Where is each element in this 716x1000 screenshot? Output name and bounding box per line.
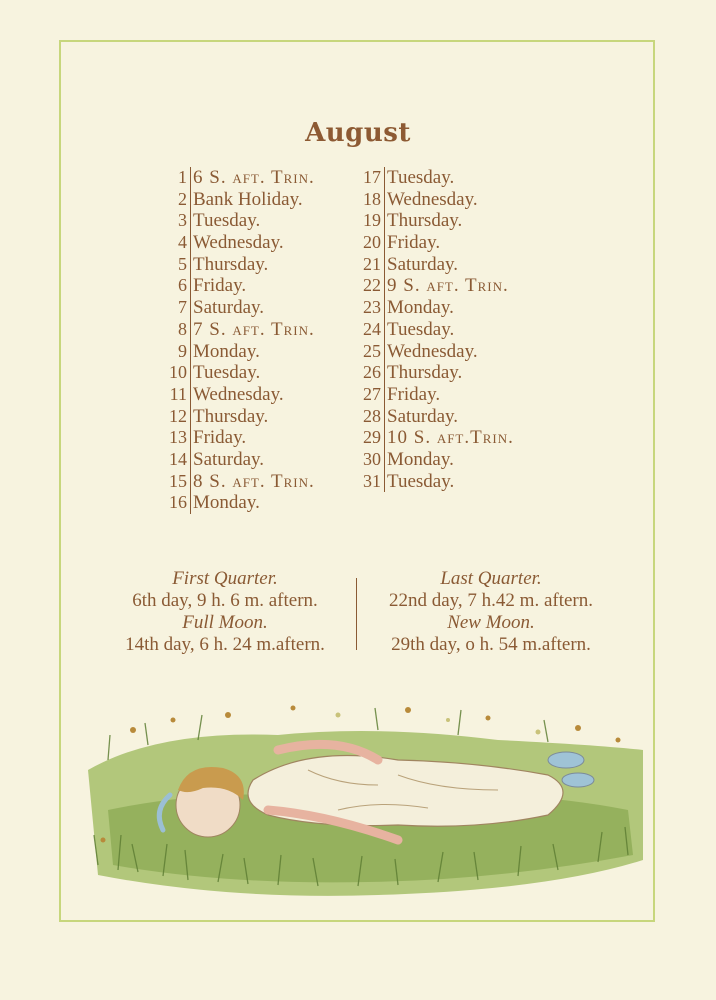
day-row	[357, 449, 514, 471]
day-label: Monday.	[193, 340, 260, 362]
day-row	[163, 297, 315, 319]
day-label: Wednesday.	[387, 340, 478, 362]
day-row	[357, 319, 514, 341]
day-row	[357, 210, 514, 232]
full-moon-label: Full Moon.	[182, 612, 268, 633]
day-label: Wednesday.	[387, 188, 478, 210]
day-label: Friday.	[387, 383, 441, 405]
day-number: 16	[169, 492, 187, 513]
column-rule	[190, 449, 191, 471]
column-rule	[190, 406, 191, 428]
column-rule	[190, 492, 191, 514]
day-row	[357, 341, 514, 363]
day-number: 18	[363, 188, 381, 209]
day-row	[163, 427, 315, 449]
column-rule	[384, 384, 385, 406]
day-number: 6	[178, 275, 187, 296]
column-rule	[384, 319, 385, 341]
column-rule	[190, 471, 191, 493]
day-number: 14	[169, 448, 187, 469]
column-rule	[190, 189, 191, 211]
day-label: Saturday.	[387, 253, 459, 275]
day-number: 11	[169, 383, 187, 404]
day-label: Friday.	[387, 232, 441, 254]
day-label: 7 S. aft. Trin.	[193, 318, 315, 340]
day-number: 1	[178, 167, 187, 187]
day-number: 3	[178, 210, 187, 231]
day-row	[163, 210, 315, 232]
day-number: 25	[363, 340, 381, 361]
column-rule	[384, 189, 385, 211]
day-number: 12	[169, 405, 187, 426]
day-row	[357, 275, 514, 297]
new-moon-label: New Moon.	[447, 612, 535, 633]
column-rule	[384, 449, 385, 471]
column-rule	[384, 406, 385, 428]
day-label: 8 S. aft. Trin.	[193, 470, 315, 492]
column-rule	[384, 362, 385, 384]
day-number: 20	[363, 232, 381, 253]
day-number: 13	[169, 427, 187, 448]
day-label: Tuesday.	[387, 470, 455, 492]
day-label: Tuesday.	[387, 167, 455, 188]
day-number: 28	[363, 405, 381, 426]
day-row	[357, 471, 514, 493]
day-label: 6 S. aft. Trin.	[193, 167, 315, 188]
day-label: Saturday.	[387, 405, 459, 427]
column-rule	[384, 167, 385, 189]
day-label: Monday.	[193, 492, 260, 514]
day-label: Bank Holiday.	[193, 188, 303, 210]
column-rule	[190, 210, 191, 232]
day-label: Friday.	[193, 275, 247, 297]
day-label: Thursday.	[193, 405, 269, 427]
column-rule	[384, 427, 385, 449]
day-number: 22	[363, 275, 381, 296]
day-label: Wednesday.	[193, 383, 284, 405]
day-number: 30	[363, 448, 381, 469]
day-number: 5	[178, 253, 187, 274]
day-row	[163, 167, 315, 189]
day-number: 10	[169, 362, 187, 383]
last-quarter-time: 22nd day, 7 h.42 m. aftern.	[388, 590, 594, 611]
day-label: Saturday.	[193, 297, 265, 319]
column-rule	[190, 341, 191, 363]
day-label: Thursday.	[387, 362, 463, 384]
day-label: Monday.	[387, 448, 454, 470]
day-label: 10 S. aft.Trin.	[387, 427, 514, 449]
day-label: Thursday.	[387, 210, 463, 232]
column-rule	[190, 319, 191, 341]
column-rule	[190, 254, 191, 276]
day-number: 7	[178, 297, 187, 318]
day-row	[163, 492, 315, 514]
moon-phases-right	[362, 568, 620, 656]
day-row	[163, 275, 315, 297]
day-row	[357, 297, 514, 319]
column-rule	[384, 232, 385, 254]
day-number: 29	[363, 427, 381, 448]
day-row	[163, 384, 315, 406]
day-number: 17	[363, 167, 381, 187]
first-quarter-label: First Quarter.	[172, 568, 278, 589]
day-row	[357, 232, 514, 254]
girl-sleeping-in-grass-illustration	[78, 690, 648, 905]
day-number: 26	[363, 362, 381, 383]
day-row	[163, 254, 315, 276]
day-number: 15	[169, 470, 187, 491]
last-quarter-label: Last Quarter.	[440, 568, 542, 589]
day-row	[357, 384, 514, 406]
day-row	[163, 189, 315, 211]
full-moon-time: 14th day, 6 h. 24 m.aftern.	[125, 634, 325, 655]
first-quarter-time: 6th day, 9 h. 6 m. aftern.	[132, 590, 318, 611]
day-row	[357, 189, 514, 211]
day-row	[163, 449, 315, 471]
day-row	[357, 406, 514, 428]
day-label: Wednesday.	[193, 232, 284, 254]
day-label: Tuesday.	[193, 362, 261, 384]
day-row	[163, 362, 315, 384]
day-number: 19	[363, 210, 381, 231]
column-rule	[190, 362, 191, 384]
day-row	[163, 319, 315, 341]
day-number: 31	[363, 470, 381, 491]
day-row	[357, 167, 514, 189]
column-rule	[384, 341, 385, 363]
day-label: Saturday.	[193, 448, 265, 470]
day-label: Thursday.	[193, 253, 269, 275]
column-rule	[190, 275, 191, 297]
day-row	[357, 427, 514, 449]
column-rule	[384, 254, 385, 276]
moon-divider	[356, 578, 357, 650]
day-number: 9	[178, 340, 187, 361]
day-row	[163, 406, 315, 428]
days-column-right	[357, 167, 514, 492]
column-rule	[384, 471, 385, 493]
day-label: Tuesday.	[387, 318, 455, 340]
column-rule	[384, 275, 385, 297]
column-rule	[190, 384, 191, 406]
moon-phases-left	[94, 568, 356, 656]
column-rule	[190, 232, 191, 254]
day-number: 21	[363, 253, 381, 274]
day-number: 24	[363, 318, 381, 339]
days-column-left	[163, 167, 315, 514]
day-number: 4	[178, 232, 187, 253]
day-label: Tuesday.	[193, 210, 261, 232]
day-label: Friday.	[193, 427, 247, 449]
column-rule	[190, 297, 191, 319]
day-label: Monday.	[387, 297, 454, 319]
day-number: 2	[178, 188, 187, 209]
column-rule	[384, 210, 385, 232]
column-rule	[384, 297, 385, 319]
day-number: 27	[363, 383, 381, 404]
day-number: 8	[178, 318, 187, 339]
day-number: 23	[363, 297, 381, 318]
column-rule	[190, 427, 191, 449]
column-rule	[190, 167, 191, 189]
month-title: August	[305, 118, 411, 148]
day-label: 9 S. aft. Trin.	[387, 275, 509, 297]
day-row	[163, 341, 315, 363]
new-moon-time: 29th day, o h. 54 m.aftern.	[391, 634, 591, 655]
day-row	[163, 232, 315, 254]
day-row	[357, 362, 514, 384]
day-row	[357, 254, 514, 276]
day-row	[163, 471, 315, 493]
